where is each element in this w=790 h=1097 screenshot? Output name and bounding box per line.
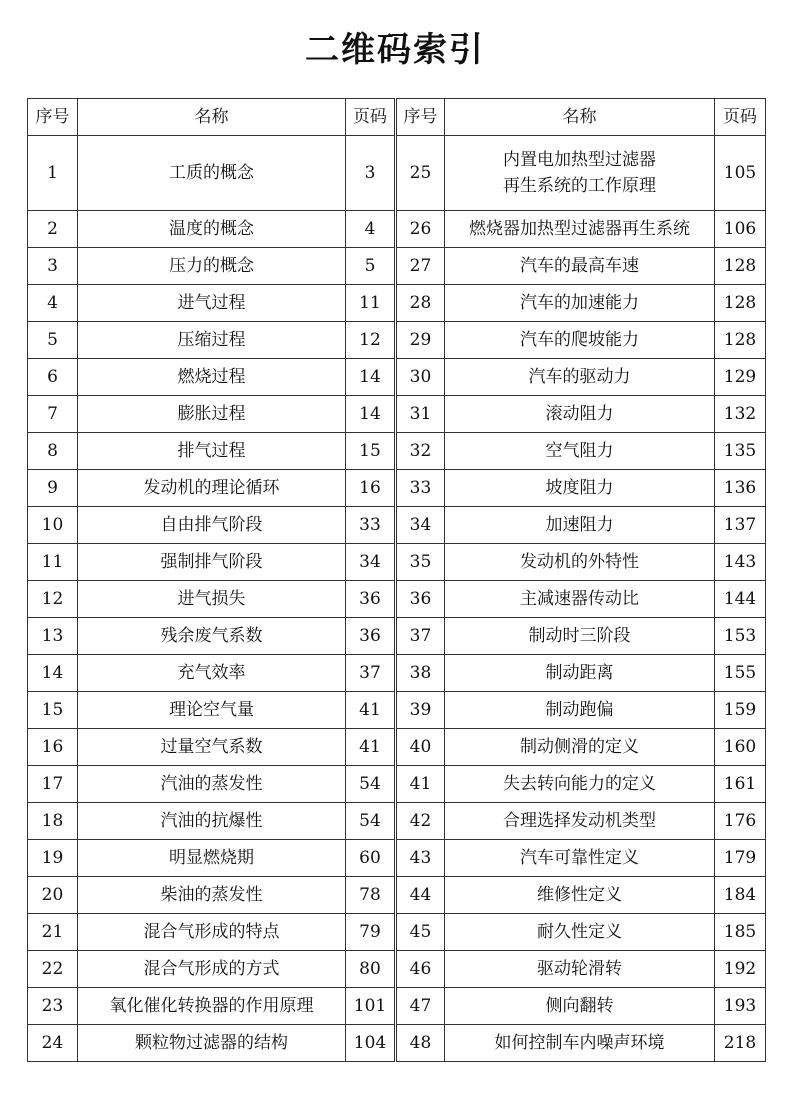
entry-number: 27	[396, 248, 445, 285]
entry-page: 160	[715, 729, 766, 766]
entry-page: 12	[346, 322, 396, 359]
entry-name: 汽车的最高车速	[445, 248, 715, 285]
entry-name: 制动时三阶段	[445, 618, 715, 655]
table-row	[28, 1025, 766, 1062]
entry-name: 强制排气阶段	[78, 544, 346, 581]
entry-page: 36	[346, 581, 396, 618]
entry-page: 14	[346, 359, 396, 396]
table-row	[28, 988, 766, 1025]
entry-name: 自由排气阶段	[78, 507, 346, 544]
table-row	[28, 692, 766, 729]
entry-name: 侧向翻转	[445, 988, 715, 1025]
page-title: 二维码索引	[305, 30, 485, 70]
qr-index-table	[27, 98, 766, 1062]
entry-number: 35	[396, 544, 445, 581]
entry-name: 混合气形成的方式	[78, 951, 346, 988]
entry-name: 加速阻力	[445, 507, 715, 544]
entry-number: 17	[28, 766, 78, 803]
table-row	[28, 877, 766, 914]
table-row	[28, 248, 766, 285]
entry-name: 制动侧滑的定义	[445, 729, 715, 766]
entry-name: 维修性定义	[445, 877, 715, 914]
header-no-right: 序号	[396, 99, 445, 136]
entry-name: 汽车的加速能力	[445, 285, 715, 322]
entry-number: 21	[28, 914, 78, 951]
entry-name: 合理选择发动机类型	[445, 803, 715, 840]
entry-name: 汽车的爬坡能力	[445, 322, 715, 359]
entry-page: 54	[346, 803, 396, 840]
entry-page: 33	[346, 507, 396, 544]
table-row	[28, 396, 766, 433]
entry-number: 19	[28, 840, 78, 877]
entry-name: 理论空气量	[78, 692, 346, 729]
entry-number: 20	[28, 877, 78, 914]
entry-number: 5	[28, 322, 78, 359]
entry-page: 41	[346, 692, 396, 729]
entry-number: 11	[28, 544, 78, 581]
entry-number: 24	[28, 1025, 78, 1062]
entry-number: 23	[28, 988, 78, 1025]
entry-number: 42	[396, 803, 445, 840]
entry-page: 129	[715, 359, 766, 396]
entry-page: 54	[346, 766, 396, 803]
entry-page: 34	[346, 544, 396, 581]
header-page-left: 页码	[346, 99, 396, 136]
entry-number: 18	[28, 803, 78, 840]
table-header-row	[28, 99, 766, 136]
entry-name: 制动跑偏	[445, 692, 715, 729]
entry-number: 47	[396, 988, 445, 1025]
entry-name: 空气阻力	[445, 433, 715, 470]
table-row	[28, 285, 766, 322]
entry-page: 5	[346, 248, 396, 285]
entry-number: 16	[28, 729, 78, 766]
header-page-right: 页码	[715, 99, 766, 136]
entry-page: 161	[715, 766, 766, 803]
entry-number: 40	[396, 729, 445, 766]
entry-number: 3	[28, 248, 78, 285]
entry-name: 进气损失	[78, 581, 346, 618]
table-row	[28, 322, 766, 359]
entry-name: 压力的概念	[78, 248, 346, 285]
entry-number: 46	[396, 951, 445, 988]
entry-number: 29	[396, 322, 445, 359]
entry-name: 颗粒物过滤器的结构	[78, 1025, 346, 1062]
header-name-right: 名称	[445, 99, 715, 136]
entry-page: 79	[346, 914, 396, 951]
table-row	[28, 544, 766, 581]
table-row	[28, 729, 766, 766]
entry-page: 16	[346, 470, 396, 507]
entry-name: 排气过程	[78, 433, 346, 470]
table-row	[28, 470, 766, 507]
entry-name: 耐久性定义	[445, 914, 715, 951]
table-row	[28, 914, 766, 951]
entry-name: 压缩过程	[78, 322, 346, 359]
entry-number: 7	[28, 396, 78, 433]
entry-page: 184	[715, 877, 766, 914]
entry-number: 48	[396, 1025, 445, 1062]
table-row	[28, 951, 766, 988]
entry-page: 218	[715, 1025, 766, 1062]
entry-number: 10	[28, 507, 78, 544]
entry-page: 11	[346, 285, 396, 322]
entry-number: 45	[396, 914, 445, 951]
entry-page: 193	[715, 988, 766, 1025]
entry-name: 坡度阻力	[445, 470, 715, 507]
entry-number: 1	[28, 136, 78, 211]
entry-name: 燃烧过程	[78, 359, 346, 396]
entry-number: 43	[396, 840, 445, 877]
entry-page: 3	[346, 136, 396, 211]
table-row	[28, 766, 766, 803]
entry-number: 14	[28, 655, 78, 692]
header-no-left: 序号	[28, 99, 78, 136]
entry-page: 176	[715, 803, 766, 840]
entry-name: 汽油的蒸发性	[78, 766, 346, 803]
entry-number: 39	[396, 692, 445, 729]
entry-number: 4	[28, 285, 78, 322]
entry-page: 128	[715, 285, 766, 322]
entry-name: 驱动轮滑转	[445, 951, 715, 988]
entry-page: 105	[715, 136, 766, 211]
entry-name: 燃烧器加热型过滤器再生系统	[445, 211, 715, 248]
table-row	[28, 803, 766, 840]
entry-name: 主减速器传动比	[445, 581, 715, 618]
entry-page: 36	[346, 618, 396, 655]
entry-name: 制动距离	[445, 655, 715, 692]
entry-number: 15	[28, 692, 78, 729]
entry-page: 135	[715, 433, 766, 470]
entry-number: 41	[396, 766, 445, 803]
table-row	[28, 581, 766, 618]
entry-name: 柴油的蒸发性	[78, 877, 346, 914]
entry-page: 15	[346, 433, 396, 470]
entry-page: 192	[715, 951, 766, 988]
entry-name: 汽车的驱动力	[445, 359, 715, 396]
entry-name: 工质的概念	[78, 136, 346, 211]
table-row	[28, 211, 766, 248]
table-row	[28, 618, 766, 655]
entry-name: 膨胀过程	[78, 396, 346, 433]
entry-page: 143	[715, 544, 766, 581]
entry-name: 残余废气系数	[78, 618, 346, 655]
table-row	[28, 507, 766, 544]
entry-number: 32	[396, 433, 445, 470]
entry-number: 28	[396, 285, 445, 322]
entry-name: 滚动阻力	[445, 396, 715, 433]
entry-name: 汽车可靠性定义	[445, 840, 715, 877]
entry-page: 185	[715, 914, 766, 951]
entry-page: 14	[346, 396, 396, 433]
entry-page: 153	[715, 618, 766, 655]
entry-page: 132	[715, 396, 766, 433]
entry-number: 38	[396, 655, 445, 692]
table-row	[28, 359, 766, 396]
entry-page: 144	[715, 581, 766, 618]
entry-name: 发动机的理论循环	[78, 470, 346, 507]
table-body	[28, 136, 766, 1062]
entry-number: 12	[28, 581, 78, 618]
entry-page: 106	[715, 211, 766, 248]
entry-number: 9	[28, 470, 78, 507]
entry-page: 159	[715, 692, 766, 729]
entry-name: 发动机的外特性	[445, 544, 715, 581]
entry-name: 进气过程	[78, 285, 346, 322]
entry-page: 104	[346, 1025, 396, 1062]
entry-number: 34	[396, 507, 445, 544]
entry-number: 44	[396, 877, 445, 914]
entry-page: 136	[715, 470, 766, 507]
entry-name: 混合气形成的特点	[78, 914, 346, 951]
entry-number: 36	[396, 581, 445, 618]
entry-name: 氧化催化转换器的作用原理	[78, 988, 346, 1025]
entry-number: 37	[396, 618, 445, 655]
entry-number: 31	[396, 396, 445, 433]
entry-page: 128	[715, 248, 766, 285]
entry-number: 26	[396, 211, 445, 248]
table-row	[28, 655, 766, 692]
entry-number: 22	[28, 951, 78, 988]
entry-page: 78	[346, 877, 396, 914]
entry-name: 明显燃烧期	[78, 840, 346, 877]
table-row	[28, 840, 766, 877]
entry-name: 内置电加热型过滤器 再生系统的工作原理	[445, 136, 715, 211]
entry-page: 80	[346, 951, 396, 988]
entry-name: 充气效率	[78, 655, 346, 692]
entry-page: 4	[346, 211, 396, 248]
entry-name: 汽油的抗爆性	[78, 803, 346, 840]
header-name-left: 名称	[78, 99, 346, 136]
entry-page: 137	[715, 507, 766, 544]
entry-number: 8	[28, 433, 78, 470]
table-row	[28, 136, 766, 211]
entry-page: 60	[346, 840, 396, 877]
entry-page: 128	[715, 322, 766, 359]
entry-name: 过量空气系数	[78, 729, 346, 766]
table-row	[28, 433, 766, 470]
entry-page: 101	[346, 988, 396, 1025]
entry-number: 2	[28, 211, 78, 248]
entry-page: 179	[715, 840, 766, 877]
entry-name: 失去转向能力的定义	[445, 766, 715, 803]
entry-number: 13	[28, 618, 78, 655]
entry-page: 37	[346, 655, 396, 692]
entry-name: 温度的概念	[78, 211, 346, 248]
entry-number: 25	[396, 136, 445, 211]
entry-number: 6	[28, 359, 78, 396]
entry-page: 155	[715, 655, 766, 692]
entry-number: 30	[396, 359, 445, 396]
entry-name: 如何控制车内噪声环境	[445, 1025, 715, 1062]
entry-number: 33	[396, 470, 445, 507]
entry-page: 41	[346, 729, 396, 766]
